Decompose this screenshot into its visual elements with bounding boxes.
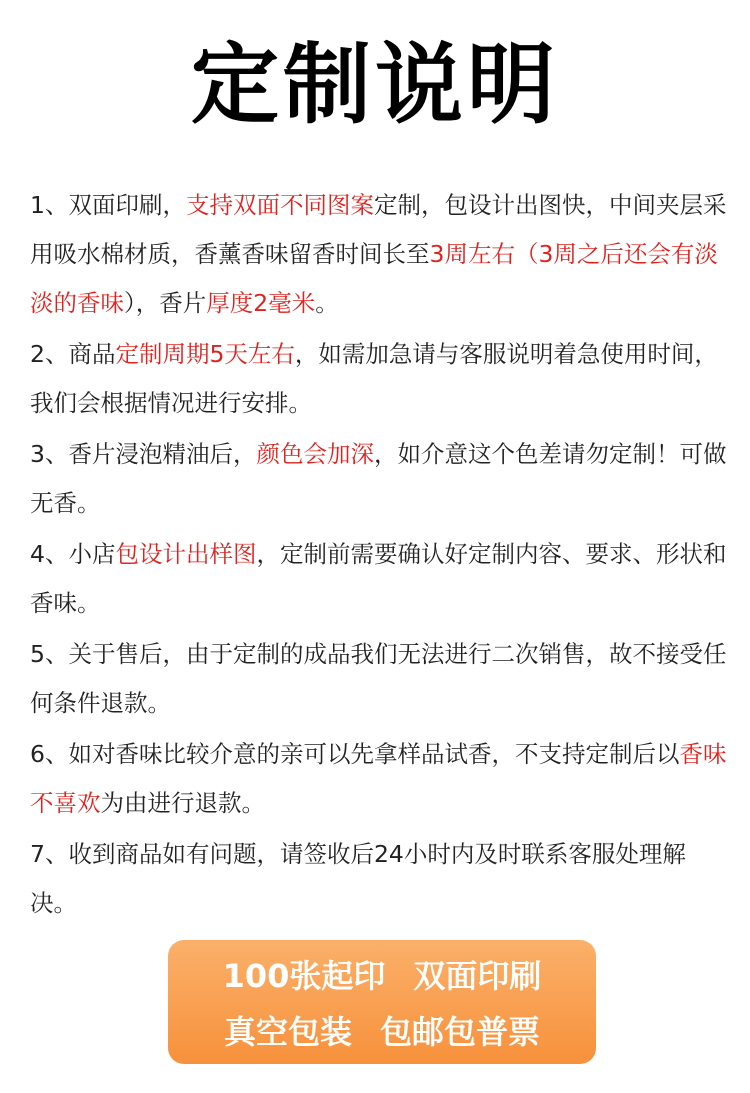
item-text: 2、商品 [30,340,116,368]
item-text: 5、关于售后，由于定制的成品我们无法进行二次销售，故不接受任何条件退款。 [30,640,727,717]
page-title: 定制说明 [190,33,559,136]
item-text: ），香片 [124,289,207,317]
feature-double-sided: 双面印刷 [413,957,542,995]
item-text: 7、收到商品如有问题，请签收后24小时内及时联系客服处理解决。 [30,840,686,917]
instruction-item [30,330,730,428]
instruction-item [30,630,730,728]
highlight-text: 3周左右（3周之后还会有淡淡的香味 [30,240,718,317]
highlight-text: 颜色会加深 [256,440,374,468]
highlight-text: 定制周期5天左右 [115,340,295,368]
instruction-item [30,830,730,928]
feature-banner-line-1 [168,948,596,1004]
item-text: 1、双面印刷， [30,191,186,219]
item-text: 6、如对香味比较介意的亲可以先拿样品试香，不支持定制后以 [30,740,680,768]
highlight-text: 包设计出样图 [115,540,257,568]
feature-free-shipping-invoice: 包邮包普票 [380,1013,541,1051]
item-text: ，如介意这个色差请勿定制！可做无香。 [30,440,727,517]
feature-banner-line-2 [168,1004,596,1060]
highlight-text: 支持双面不同图案 [185,191,374,219]
item-text: 定制，包设计出图快，中间夹层采用吸水棉材质，香薰香味留香时间长至 [30,191,727,268]
item-text: ，如需加急请与客服说明着急使用时间，我们会根据情况进行安排。 [30,340,718,417]
feature-min-print: 100张起印 [222,957,386,995]
item-text: ，定制前需要确认好定制内容、要求、形状和香味。 [30,540,727,617]
highlight-text: 厚度2毫米 [206,289,316,317]
instruction-item [30,730,730,828]
instructions-list [30,181,730,930]
highlight-text: 香味不喜欢 [30,740,727,817]
feature-vacuum-pack: 真空包装 [223,1013,352,1051]
instruction-item [30,530,730,628]
instruction-item [30,430,730,528]
item-text: 4、小店 [30,540,116,568]
item-text: 3、香片浸泡精油后， [30,440,257,468]
feature-banner [168,940,596,1064]
item-text: 。 [315,289,339,317]
instruction-item [30,181,730,328]
item-text: 为由进行退款。 [100,789,265,817]
